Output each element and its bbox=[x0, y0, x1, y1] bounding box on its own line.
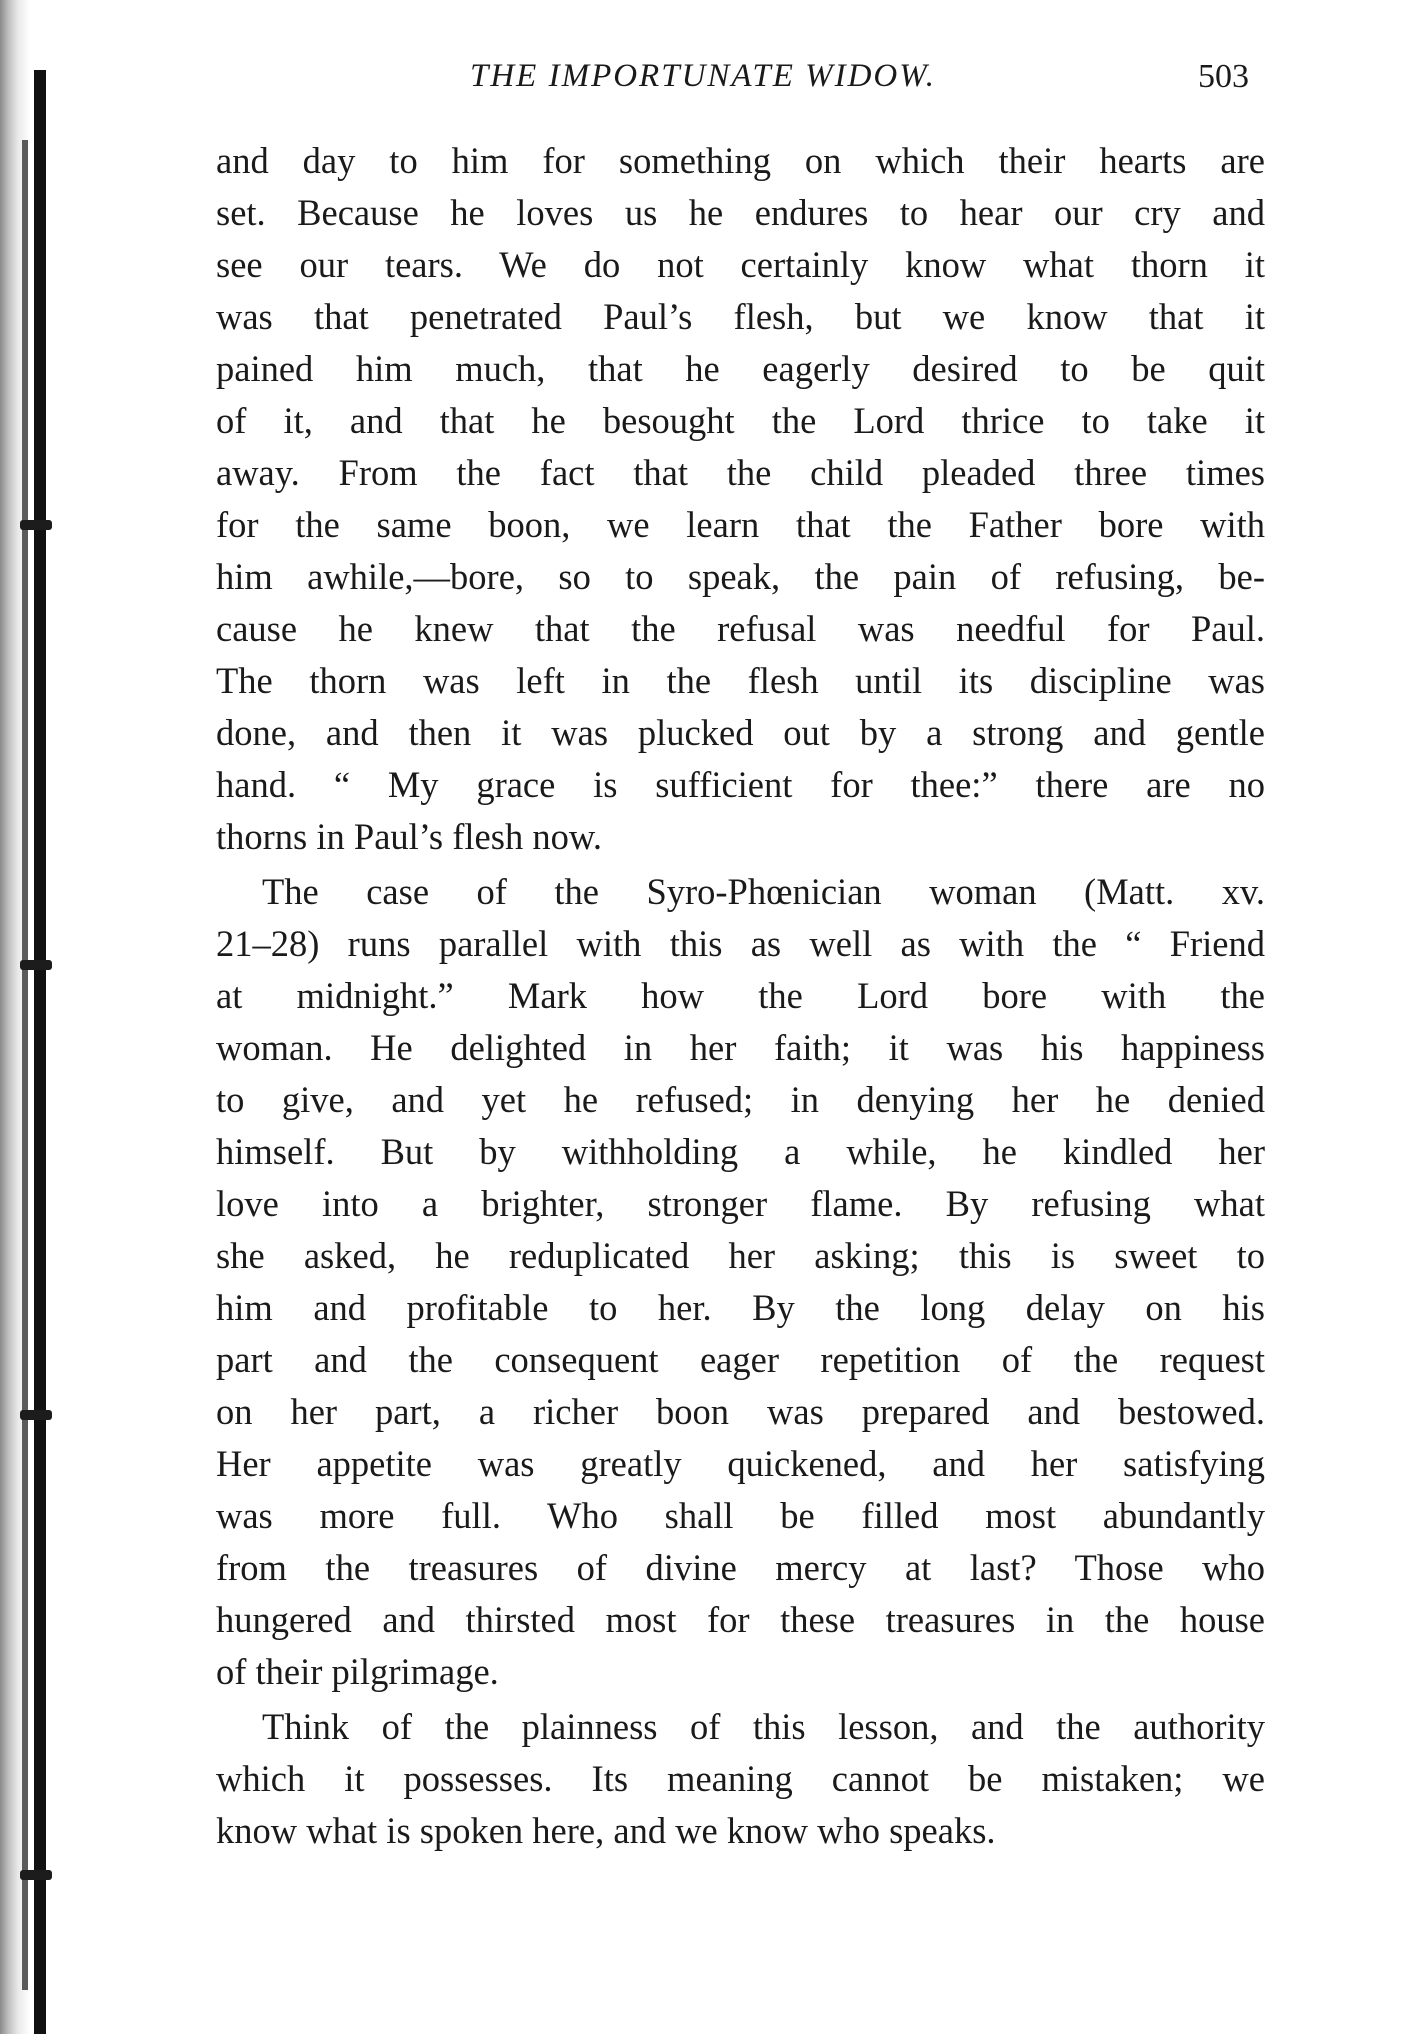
binding-mark bbox=[20, 960, 52, 970]
binding-mark bbox=[20, 520, 52, 530]
paragraph bbox=[216, 135, 1265, 863]
text-line: she asked, he reduplicated her asking; this is sweet to bbox=[216, 1235, 1265, 1276]
text-line: was more full. Who shall be filled most abundantly bbox=[216, 1495, 1265, 1536]
text-line: of it, and that he besought the Lord thrice to take it bbox=[216, 400, 1265, 441]
text-line: and day to him for something on which their hearts are bbox=[216, 140, 1265, 181]
page-gutter-shadow bbox=[0, 0, 62, 2034]
text-line: from the treasures of divine mercy at last? Those who bbox=[216, 1547, 1265, 1588]
text-line: cause he knew that the refusal was needful for Paul. bbox=[216, 608, 1265, 649]
running-title: THE IMPORTUNATE WIDOW. bbox=[470, 58, 936, 94]
text-line: hungered and thirsted most for these treasures in the house bbox=[216, 1599, 1265, 1640]
text-line: him awhile,—bore, so to speak, the pain of refusing, be- bbox=[216, 556, 1265, 597]
text-line: 21–28) runs parallel with this as well as with the “ Friend bbox=[216, 923, 1265, 964]
binding-mark bbox=[20, 1870, 52, 1880]
binding-edge-dark bbox=[34, 70, 46, 2034]
text-line: him and profitable to her. By the long delay on his bbox=[216, 1287, 1265, 1328]
text-line: Her appetite was greatly quickened, and her satisfying bbox=[216, 1443, 1265, 1484]
text-line: himself. But by withholding a while, he kindled her bbox=[216, 1131, 1265, 1172]
text-line: was that penetrated Paul’s flesh, but we know that it bbox=[216, 296, 1265, 337]
text-line: to give, and yet he refused; in denying her he denied bbox=[216, 1079, 1265, 1120]
binding-edge-light bbox=[22, 140, 28, 1990]
text-line: on her part, a richer boon was prepared and bestowed. bbox=[216, 1391, 1265, 1432]
text-line: woman. He delighted in her faith; it was his happiness bbox=[216, 1027, 1265, 1068]
text-line: done, and then it was plucked out by a strong and gentle bbox=[216, 712, 1265, 753]
text-line: away. From the fact that the child pleaded three times bbox=[216, 452, 1265, 493]
text-line: which it possesses. Its meaning cannot be mistaken; we bbox=[216, 1758, 1265, 1799]
text-line: The thorn was left in the flesh until its discipline was bbox=[216, 660, 1265, 701]
text-line: set. Because he loves us he endures to hear our cry and bbox=[216, 192, 1265, 233]
page-header bbox=[0, 58, 1421, 118]
text-line: love into a brighter, stronger flame. By refusing what bbox=[216, 1183, 1265, 1224]
text-line: for the same boon, we learn that the Father bore with bbox=[216, 504, 1265, 545]
text-line: Think of the plainness of this lesson, and the authority bbox=[262, 1706, 1265, 1747]
page-number: 503 bbox=[1198, 58, 1249, 95]
text-line: The case of the Syro-Phœnician woman (Matt. xv. bbox=[262, 871, 1265, 912]
text-line: thorns in Paul’s flesh now. bbox=[216, 816, 602, 857]
text-line: part and the consequent eager repetition of the request bbox=[216, 1339, 1265, 1380]
paragraph bbox=[216, 1701, 1265, 1857]
binding-mark bbox=[20, 1410, 52, 1420]
page-body bbox=[216, 135, 1265, 1857]
text-line: of their pilgrimage. bbox=[216, 1651, 499, 1692]
text-line: know what is spoken here, and we know who speaks. bbox=[216, 1810, 996, 1851]
paragraph bbox=[216, 866, 1265, 1698]
text-line: at midnight.” Mark how the Lord bore with the bbox=[216, 975, 1265, 1016]
text-line: see our tears. We do not certainly know what thorn it bbox=[216, 244, 1265, 285]
text-line: pained him much, that he eagerly desired to be quit bbox=[216, 348, 1265, 389]
text-line: hand. “ My grace is sufficient for thee:” there are no bbox=[216, 764, 1265, 805]
